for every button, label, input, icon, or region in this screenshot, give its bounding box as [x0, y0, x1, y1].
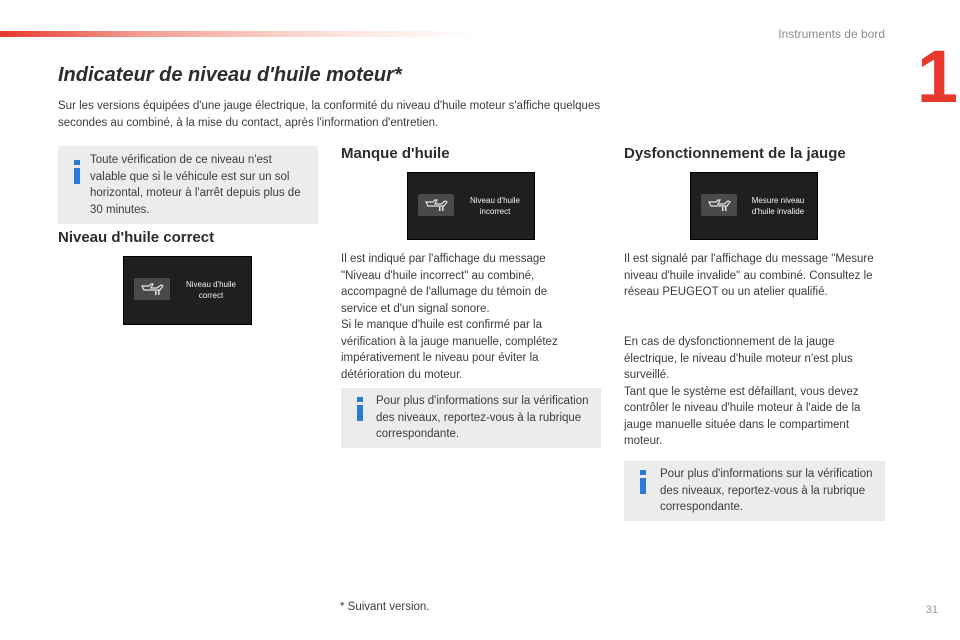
- display-screen-invalid: [690, 172, 818, 240]
- panel-oil-incorrect: [418, 194, 454, 216]
- panel-oil-invalid: [701, 194, 737, 216]
- middle-note-text: Pour plus d'informations sur la vérification des niveaux, reportez-vous à la rubrique correspondante.: [376, 395, 589, 440]
- footnote: * Suivant version.: [340, 601, 430, 613]
- heading-niveau-correct: Niveau d'huile correct: [58, 229, 215, 246]
- display-screen-incorrect: [407, 172, 535, 240]
- middle-note-box: [341, 388, 601, 448]
- info-icon: [355, 397, 365, 421]
- info-icon: [638, 470, 648, 494]
- right-body-text-2: En cas de dysfonctionnement de la jauge électrique, le niveau d'huile moteur n'est plus surveillé. Tant que le système est défaillant, vous devez contrôler le niveau d'huile moteur à l'aide de la jauge manuelle située dans le compartiment moteur.: [624, 336, 861, 447]
- right-note-text: Pour plus d'informations sur la vérification des niveaux, reportez-vous à la rubrique correspondante.: [660, 468, 873, 513]
- header-accent-bar: [0, 31, 480, 37]
- heading-manque-huile: Manque d'huile: [341, 145, 450, 162]
- oil-gauge-icon: [707, 198, 731, 212]
- screen-message: Niveau d'huile correct: [185, 280, 236, 300]
- oil-gauge-icon: [424, 198, 448, 212]
- left-note-text: Toute vérification de ce niveau n'est valable que si le véhicule est sur un sol horizontal, moteur à l'arrêt depuis plus de 30 minutes.: [90, 154, 301, 216]
- screen-message: Niveau d'huile incorrect: [469, 196, 520, 216]
- page-number: 31: [925, 604, 938, 616]
- right-body-text-1: Il est signalé par l'affichage du message "Mesure niveau d'huile invalide" au combiné. Consultez le réseau PEUGEOT ou un atelier qualifié.: [624, 253, 874, 298]
- intro-text: Sur les versions équipées d'une jauge électrique, la conformité du niveau d'huile moteur s'affiche quelques secondes au combiné, à la mise du contact, après l'information d'entretien.: [58, 100, 601, 129]
- page-title: Indicateur de niveau d'huile moteur*: [58, 64, 402, 86]
- chapter-number: 1: [916, 35, 958, 118]
- left-note-box: [58, 146, 318, 224]
- heading-dysfonctionnement: Dysfonctionnement de la jauge: [624, 145, 846, 162]
- display-screen-correct: [123, 256, 252, 325]
- panel-oil-correct: [134, 278, 170, 300]
- middle-body-text: Il est indiqué par l'affichage du message "Niveau d'huile incorrect" au combiné, accompagné de l'allumage du témoin de service et d'un signal sonore. Si le manque d'huile est confirmé par la vérification à la jauge manuelle, complétez impérativement le niveau pour éviter la détérioration du moteur.: [341, 253, 558, 381]
- oil-gauge-icon: [140, 282, 164, 296]
- screen-message: Mesure niveau d'huile invalide: [751, 196, 805, 216]
- section-title: Instruments de bord: [778, 27, 885, 41]
- info-icon: [72, 160, 82, 184]
- right-note-box: [624, 461, 885, 521]
